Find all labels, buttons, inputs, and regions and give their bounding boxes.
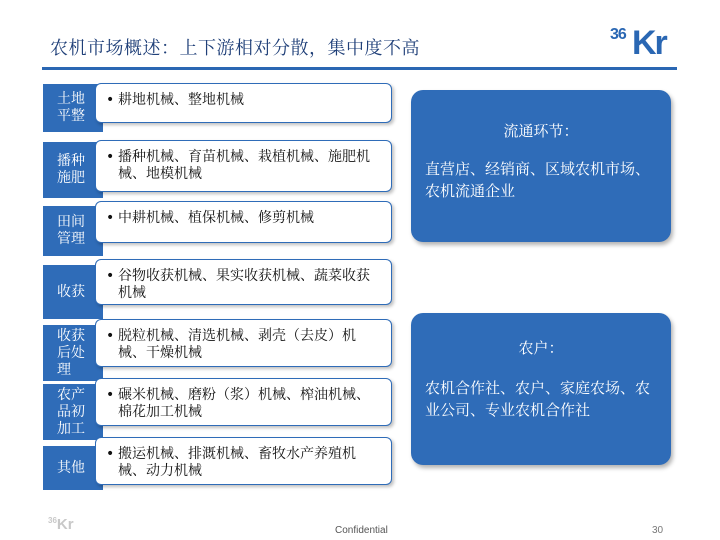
bullet-dot: • — [106, 210, 115, 226]
bullet-dot: • — [106, 387, 115, 403]
stage-text: 搬运机械、排溉机械、畜牧水产养殖机械、动力机械 — [118, 446, 356, 479]
stage-label-text: 田间 管理 — [57, 214, 85, 247]
logo-number: 36 — [610, 26, 626, 43]
stage-text: 中耕机械、植保机械、修剪机械 — [118, 210, 314, 226]
confidential-label: Confidential — [335, 525, 388, 536]
stage-text: 播种机械、育苗机械、栽植机械、施肥机械、地模机械 — [118, 149, 370, 182]
stage-box-harvest — [95, 259, 392, 305]
stage-label-field-management — [43, 206, 103, 256]
stage-box-field-management — [95, 201, 392, 243]
stage-box-post-harvest — [95, 319, 392, 367]
stage-text: 碾米机械、磨粉（浆）机械、榨油机械、棉花加工机械 — [118, 387, 370, 420]
stage-label-text: 收获 — [57, 283, 85, 300]
stage-label-text: 其他 — [57, 459, 85, 476]
stage-label-harvest — [43, 265, 103, 319]
stage-text: 谷物收获机械、果实收获机械、蔬菜收获机械 — [118, 268, 370, 301]
stage-box-primary-processing — [95, 378, 392, 426]
stage-label-other — [43, 446, 103, 490]
title-divider — [42, 67, 677, 70]
stage-label-text: 农产 品初 加工 — [57, 386, 85, 437]
stage-label-post-harvest — [43, 325, 103, 381]
stage-box-other — [95, 437, 392, 485]
footer-logo-letters: Kr — [56, 516, 74, 533]
bullet-dot: • — [106, 446, 115, 462]
distribution-heading: 流通环节： — [503, 122, 579, 140]
page-number: 30 — [652, 525, 664, 536]
slide-title: 农机市场概述：上下游相对分散，集中度不高 — [50, 38, 420, 59]
stage-text: 脱粒机械、清选机械、剥壳（去皮）机械、干燥机械 — [118, 328, 356, 361]
bullet-dot: • — [106, 328, 115, 344]
farmers-heading: 农户： — [518, 339, 564, 357]
stage-label-sowing-fertilizing — [43, 142, 103, 198]
stage-text: 耕地机械、整地机械 — [118, 92, 244, 108]
stage-label-land-leveling — [43, 84, 103, 132]
distribution-body: 直营店、经销商、区域农机市场、农机流通企业 — [425, 160, 651, 200]
logo-letters: Kr — [632, 24, 666, 62]
stage-label-text: 播种 施肥 — [57, 153, 85, 186]
stage-box-sowing-fertilizing — [95, 140, 392, 192]
farmers-body: 农机合作社、农户、家庭农场、农业公司、专业农机合作社 — [425, 379, 651, 419]
36kr-logo — [610, 24, 674, 64]
stage-label-text: 收获 后处 理 — [57, 327, 85, 378]
bullet-dot: • — [106, 149, 115, 165]
stage-label-primary-processing — [43, 384, 103, 440]
bullet-dot: • — [106, 92, 115, 108]
stage-box-land-leveling — [95, 83, 392, 123]
stage-label-text: 土地 平整 — [57, 91, 85, 124]
farmers-panel — [411, 313, 671, 465]
bullet-dot: • — [106, 268, 115, 284]
distribution-panel — [411, 90, 671, 242]
footer-logo — [48, 516, 74, 534]
footer-logo-number: 36 — [48, 516, 57, 525]
